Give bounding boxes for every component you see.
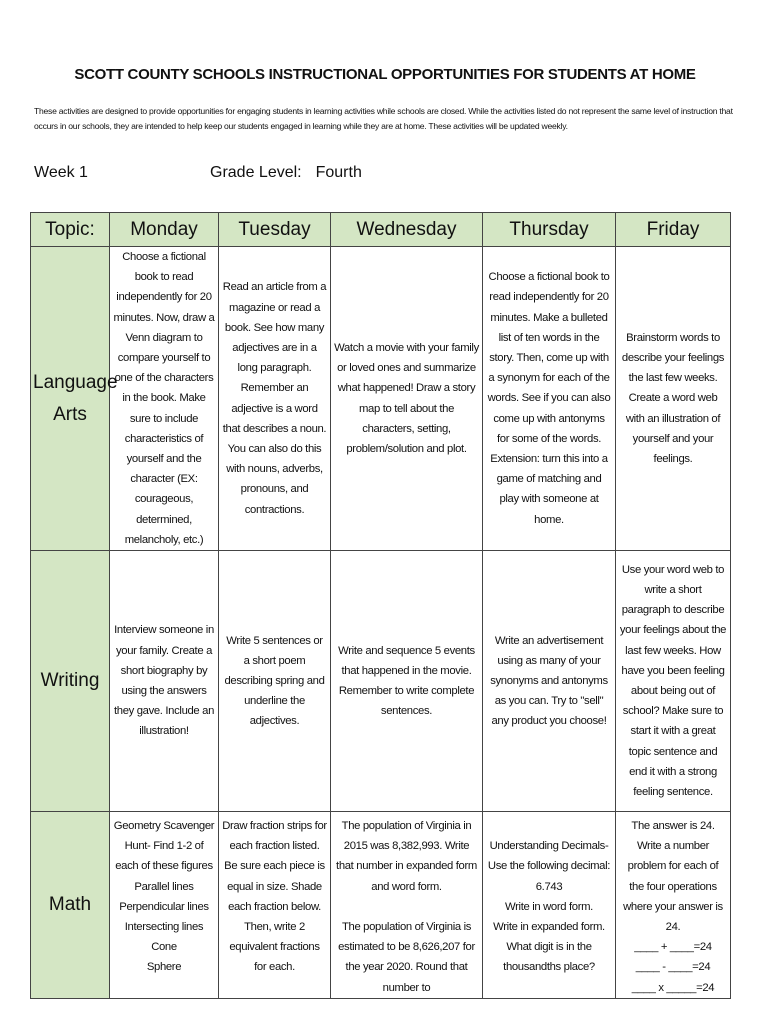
week-label: Week 1 <box>34 164 88 181</box>
row-math <box>31 812 731 999</box>
header-topic: Topic: <box>31 213 110 247</box>
grade-value: Fourth <box>315 164 362 181</box>
cell-writing-thursday: Write an advertisement using as many of your synonyms and antonyms as you can. Try to "sell" any product you choose! <box>483 551 616 812</box>
cell-language-arts-friday: Brainstorm words to describe your feelings the last few weeks. Create a word web with an illustration of yourself and your feelings. <box>616 247 731 551</box>
topic-math: Math <box>31 812 110 999</box>
cell-language-arts-thursday: Choose a fictional book to read independently for 20 minutes. Make a bulleted list of ten words in the story. Then, come up with a synonym for each of the words. See if you can also come up with antonyms for some of the words. Extension: turn this into a game of matching and play with someone at home. <box>483 247 616 551</box>
grade-level <box>210 164 362 182</box>
cell-math-tuesday: Draw fraction strips for each fraction listed. Be sure each piece is equal in size. Shade each fraction below. Then, write 2 equivalent fractions for each. <box>219 812 331 999</box>
topic-writing: Writing <box>31 551 110 812</box>
schedule-table <box>30 212 731 999</box>
intro-paragraph: These activities are designed to provide opportunities for engaging students in learning activities while schools are closed. While the activities listed do not represent the same level of instruction that occurs in our schools, they are intended to help keep our students engaged in learning while they are at home. These activities will be updated weekly. <box>34 106 733 131</box>
cell-math-thursday: Understanding Decimals- Use the following decimal: 6.743 Write in word form. Write in expanded form. What digit is in the thousandths place? <box>483 812 616 999</box>
header-wednesday: Wednesday <box>331 213 483 247</box>
topic-language-arts: Language Arts <box>31 247 110 551</box>
cell-math-wednesday: The population of Virginia in 2015 was 8,382,993. Write that number in expanded form and word form. The population of Virginia is estimated to be 8,626,207 for the year 2020. Round that number to <box>331 812 483 999</box>
cell-language-arts-wednesday: Watch a movie with your family or loved ones and summarize what happened! Draw a story map to tell about the characters, setting, problem/solution and plot. <box>331 247 483 551</box>
cell-language-arts-tuesday: Read an article from a magazine or read a book. See how many adjectives are in a long paragraph. Remember an adjective is a word that describes a noun. You can also do this with nouns, adverbs, pronouns, and contractions. <box>219 247 331 551</box>
cell-math-friday: The answer is 24. Write a number problem for each of the four operations where your answer is 24. ____ + ____=24 ____ - ____=24 ____ x _____=24 <box>616 812 731 999</box>
header-thursday: Thursday <box>483 213 616 247</box>
cell-writing-wednesday: Write and sequence 5 events that happened in the movie. Remember to write complete sentences. <box>331 551 483 812</box>
header-row <box>31 213 731 247</box>
header-friday: Friday <box>616 213 731 247</box>
cell-writing-tuesday: Write 5 sentences or a short poem describing spring and underline the adjectives. <box>219 551 331 812</box>
cell-math-monday: Geometry Scavenger Hunt- Find 1-2 of each of these figures Parallel lines Perpendicular lines Intersecting lines Cone Sphere <box>110 812 219 999</box>
header-monday: Monday <box>110 213 219 247</box>
document-title: SCOTT COUNTY SCHOOLS INSTRUCTIONAL OPPORTUNITIES FOR STUDENTS AT HOME <box>74 66 696 83</box>
row-writing <box>31 551 731 812</box>
cell-writing-monday: Interview someone in your family. Create a short biography by using the answers they gave. Include an illustration! <box>110 551 219 812</box>
cell-language-arts-monday: Choose a fictional book to read independently for 20 minutes. Now, draw a Venn diagram to compare yourself to one of the characters in the book. Make sure to include characteristics of yourself and the character (EX: courageous, determined, melancholy, etc.) <box>110 247 219 551</box>
row-language-arts <box>31 247 731 551</box>
cell-writing-friday: Use your word web to write a short paragraph to describe your feelings about the last few weeks. How have you been feeling about being out of school? Make sure to start it with a great topic sentence and end it with a strong feeling sentence. <box>616 551 731 812</box>
grade-label: Grade Level: <box>210 164 302 181</box>
header-tuesday: Tuesday <box>219 213 331 247</box>
